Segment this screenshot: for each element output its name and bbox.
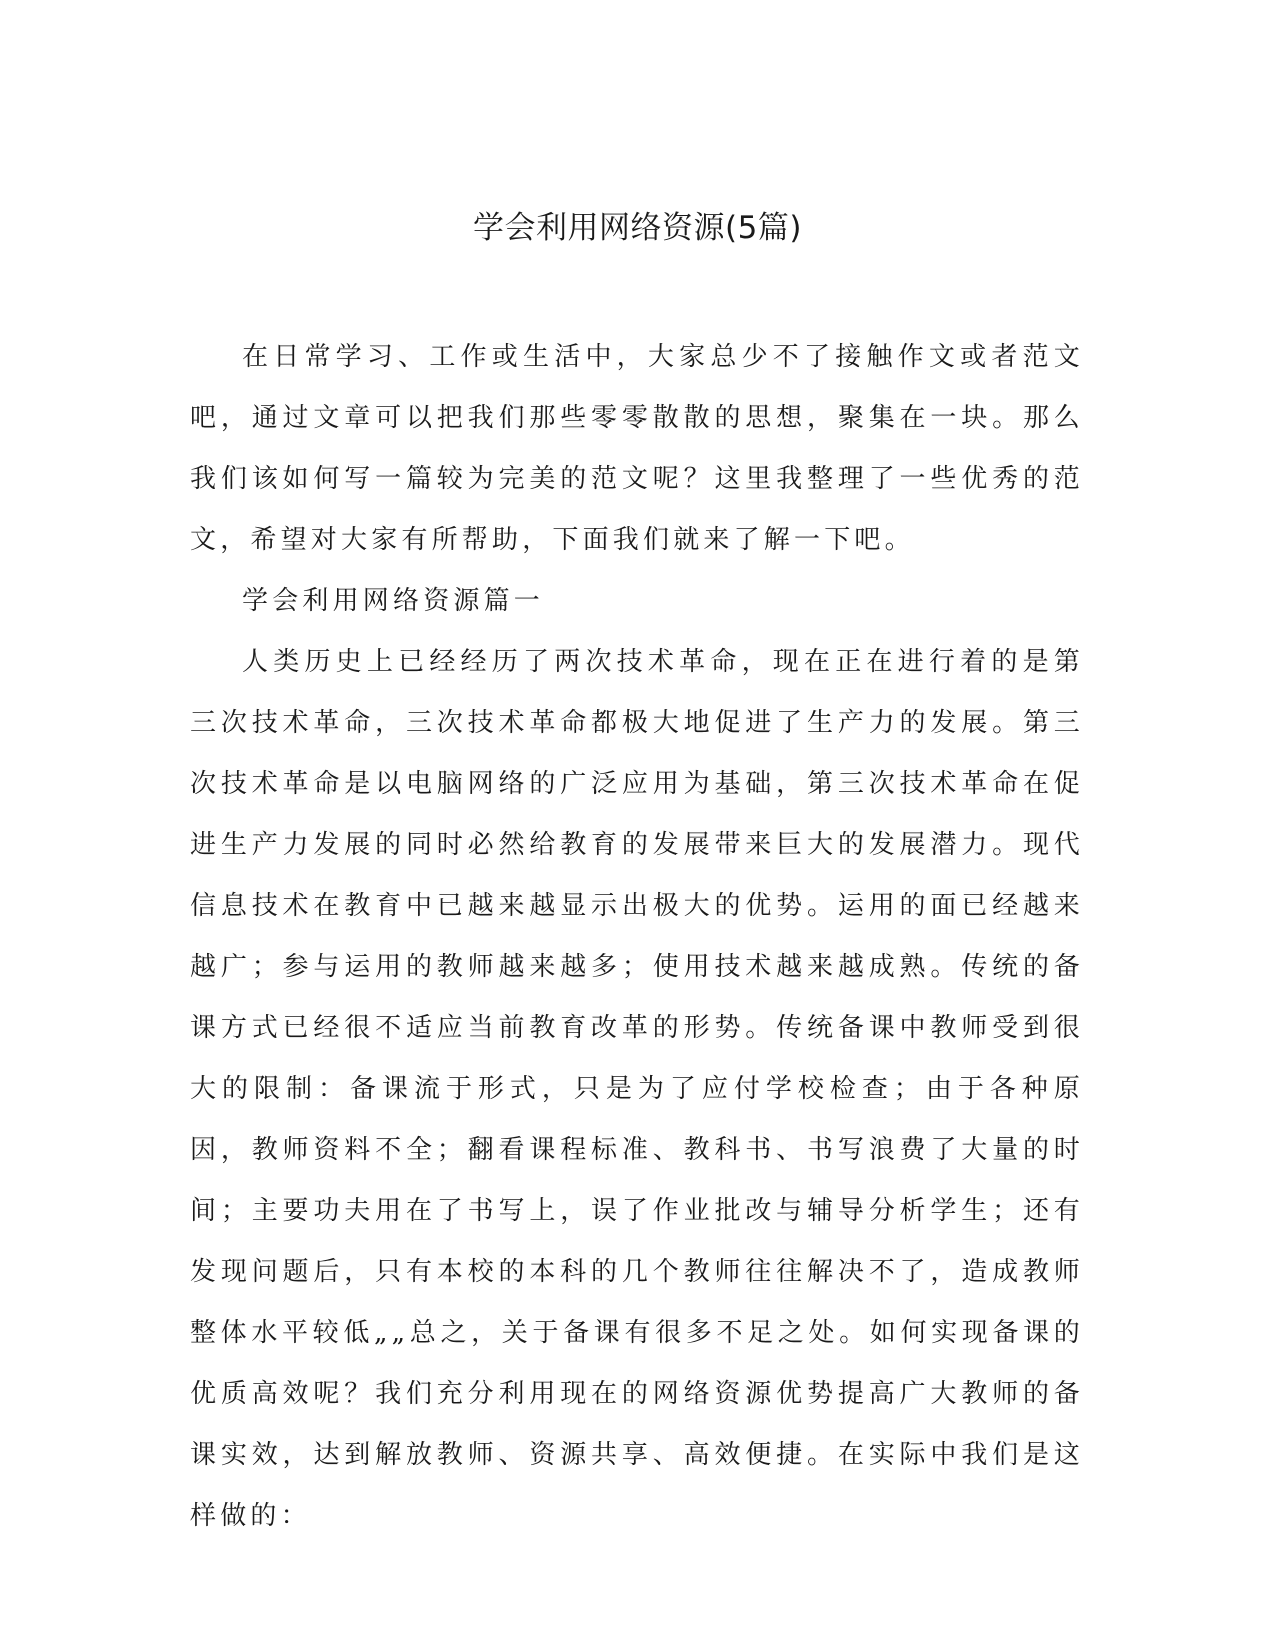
document-body [190,327,1084,1547]
body-paragraph: 人类历史上已经经历了两次技术革命，现在正在进行着的是第三次技术革命，三次技术革命都极大地促进了生产力的发展。第三次技术革命是以电脑网络的广泛应用为基础，第三次技术革命在促进生产力发展的同时必然给教育的发展带来巨大的发展潜力。现代信息技术在教育中已越来越显示出极大的优势。运用的面已经越来越广；参与运用的教师越来越多；使用技术越来越成熟。传统的备课方式已经很不适应当前教育改革的形势。传统备课中教师受到很大的限制：备课流于形式，只是为了应付学校检查；由于各种原因，教师资料不全；翻看课程标准、教科书、书写浪费了大量的时间；主要功夫用在了书写上，误了作业批改与辅导分析学生；还有发现问题后，只有本校的本科的几个教师往往解决不了，造成教师整体水平较低„„总之，关于备课有很多不足之处。如何实现备课的优质高效呢？我们充分利用现在的网络资源优势提高广大教师的备课实效，达到解放教师、资源共享、高效便捷。在实际中我们是这样做的： [190,647,1084,1531]
section-heading: 学会利用网络资源篇一 [242,586,545,616]
intro-paragraph: 在日常学习、工作或生活中，大家总少不了接触作文或者范文吧，通过文章可以把我们那些零零散散的思想，聚集在一块。那么我们该如何写一篇较为完美的范文呢？这里我整理了一些优秀的范文，希望对大家有所帮助，下面我们就来了解一下吧。 [190,342,1084,555]
document-title: 学会利用网络资源(5篇) [473,210,802,246]
